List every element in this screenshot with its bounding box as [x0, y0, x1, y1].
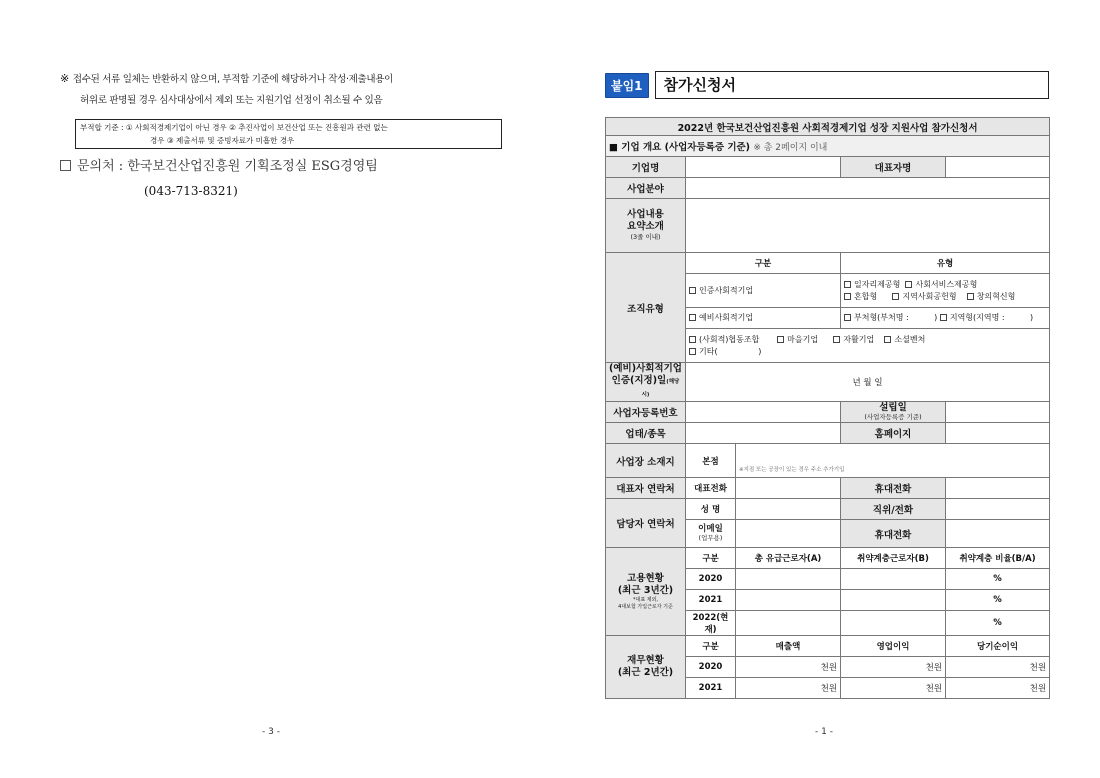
biz-reg-no-label: 사업자등록번호	[606, 402, 686, 423]
ceo-phone-field[interactable]	[736, 478, 841, 499]
contact-text: 문의처 : 한국보건산업진흥원 기획조정실 ESG경영팀	[77, 159, 378, 174]
title-bar	[605, 71, 1049, 99]
opt-region-label: 지역형(지역명 :	[949, 313, 1005, 322]
right-page	[605, 71, 1049, 699]
org-type-label: 조직유형	[606, 253, 686, 363]
manager-mobile-label: 휴대전화	[841, 520, 946, 548]
form-title: 참가신청서	[655, 71, 1049, 99]
manager-name-label: 성 명	[686, 499, 736, 520]
opt-other-label: 기타(	[699, 346, 718, 356]
emp-col-3: 취약계층 비율(B/A)	[946, 548, 1050, 569]
ineligible-line1: 부적합 기준 : ① 사회적경제기업이 아닌 경우 ② 추진사업이 보건산업 또는 진흥원과 관련 없는	[80, 123, 388, 132]
ineligible-line2: 경우 ③ 제출서류 및 증빙자료가 미흡한 경우	[150, 136, 295, 145]
ceo-mobile-field[interactable]	[946, 478, 1050, 499]
fin-col-0: 구분	[686, 636, 736, 657]
opt-village-label: 마을기업	[787, 334, 819, 344]
ceo-contact-label: 대표자 연락처	[606, 478, 686, 499]
ceo-name-field[interactable]	[946, 157, 1050, 178]
left-page	[60, 68, 510, 198]
certified-subtypes	[841, 274, 1050, 308]
section-note: ※ 총 2페이지 이내	[753, 143, 828, 153]
finance-label: 재무현황 (최근 2년간)	[606, 636, 686, 699]
right-page-number: - 1 -	[815, 727, 833, 737]
employment-label	[606, 548, 686, 636]
cert-date-label-text: (예비)사회적기업 인증(지정)일	[609, 363, 682, 386]
left-page-number: - 3 -	[262, 727, 280, 737]
checkbox-icon[interactable]	[689, 336, 696, 343]
emp-col-2: 취약계층근로자(B)	[841, 548, 946, 569]
contact-phone: (043-713-8321)	[144, 184, 238, 198]
opt-social-service-label: 사회서비스제공형	[915, 279, 978, 289]
manager-mobile-field[interactable]	[946, 520, 1050, 548]
opt-creative-label: 창의혁신형	[976, 291, 1016, 301]
checkbox-icon[interactable]	[884, 336, 891, 343]
checkbox-icon[interactable]	[844, 314, 851, 321]
checkbox-icon[interactable]	[689, 348, 696, 355]
notice-line1: 접수된 서류 일체는 반환하지 않으며, 부적합 기준에 해당하거나 작성·제출내용이	[72, 74, 394, 85]
opt-mixed-label: 혼합형	[854, 291, 878, 301]
revenue-field[interactable]: 천원	[736, 678, 841, 699]
company-name-label: 기업명	[606, 157, 686, 178]
checkbox-icon	[60, 160, 71, 171]
opt-prelim[interactable]	[686, 308, 841, 329]
established-field[interactable]	[946, 402, 1050, 423]
business-field-input[interactable]	[686, 178, 1050, 199]
application-form-table	[605, 117, 1050, 699]
fin-row-2021: 2021	[686, 678, 736, 699]
emp-col-0: 구분	[686, 548, 736, 569]
checkbox-icon[interactable]	[905, 281, 912, 288]
address-note: ※지점 또는 공장이 있는 경우 주소 추가기입	[739, 467, 845, 473]
prelim-subtypes	[841, 308, 1050, 329]
emp-ratio-field[interactable]: %	[946, 590, 1050, 611]
fin-row-2020: 2020	[686, 657, 736, 678]
fin-col-1: 매출액	[736, 636, 841, 657]
contact-line	[60, 155, 510, 174]
checkbox-icon[interactable]	[689, 314, 696, 321]
attachment-badge: 붙임1	[605, 73, 649, 98]
operating-income-field[interactable]: 천원	[841, 678, 946, 699]
ceo-name-label: 대표자명	[841, 157, 946, 178]
opt-selfsupport-label: 자활기업	[843, 334, 875, 344]
operating-income-field[interactable]: 천원	[841, 657, 946, 678]
opt-coop-label: (사회적)협동조합	[699, 334, 760, 344]
emp-total-field[interactable]	[736, 611, 841, 636]
section-title: ■ 기업 개요 (사업자등록증 기준)	[609, 142, 751, 153]
emp-vulnerable-field[interactable]	[841, 611, 946, 636]
fin-col-3: 당기순이익	[946, 636, 1050, 657]
address-field[interactable]	[736, 444, 1050, 478]
summary-field[interactable]	[686, 199, 1050, 253]
established-label-text: 설립일	[879, 401, 907, 413]
emp-ratio-field[interactable]: %	[946, 569, 1050, 590]
checkbox-icon[interactable]	[777, 336, 784, 343]
notice	[60, 68, 510, 111]
checkbox-icon[interactable]	[844, 281, 851, 288]
email-label-sub: (업무용)	[698, 534, 723, 542]
emp-row-2022: 2022(현재)	[686, 611, 736, 636]
checkbox-icon[interactable]	[892, 293, 899, 300]
emp-total-field[interactable]	[736, 590, 841, 611]
manager-contact-label: 담당자 연락처	[606, 499, 686, 548]
cert-date-field[interactable]: 년 월 일	[686, 363, 1050, 402]
notice-line2: 허위로 판명될 경우 심사대상에서 제외 또는 지원기업 선정이 취소될 수 있음	[80, 95, 383, 106]
employment-note: *대표 제외, 4대보험 가입근로자 기준	[618, 596, 673, 610]
summary-label	[606, 199, 686, 253]
manager-position-field[interactable]	[946, 499, 1050, 520]
homepage-field[interactable]	[946, 423, 1050, 444]
business-field-label: 사업분야	[606, 178, 686, 199]
opt-local-label: 지역사회공헌형	[902, 291, 957, 301]
opt-prelim-label: 예비사회적기업	[699, 313, 754, 322]
checkbox-icon[interactable]	[833, 336, 840, 343]
section-header	[606, 136, 1050, 157]
email-label-text: 이메일	[698, 524, 723, 534]
checkbox-icon[interactable]	[844, 293, 851, 300]
emp-col-1: 총 유급근로자(A)	[736, 548, 841, 569]
industry-label: 업태/종목	[606, 423, 686, 444]
summary-label-sub: (3줄 이내)	[630, 233, 661, 241]
net-income-field[interactable]: 천원	[946, 657, 1050, 678]
hq-label: 본점	[686, 444, 736, 478]
checkbox-icon[interactable]	[940, 314, 947, 321]
opt-ministry-label: 부처형(부처명 :	[854, 313, 909, 322]
manager-position-label: 직위/전화	[841, 499, 946, 520]
opt-ministry-end: )	[934, 313, 938, 322]
ceo-phone-label: 대표전화	[686, 478, 736, 499]
notice-mark: ※	[60, 72, 69, 85]
form-header: 2022년 한국보건산업진흥원 사회적경제기업 성장 지원사업 참가신청서	[606, 118, 1050, 136]
established-label-sub: (사업자등록증 기준)	[864, 412, 922, 421]
manager-email-field[interactable]	[736, 520, 841, 548]
emp-total-field[interactable]	[736, 569, 841, 590]
ceo-mobile-label: 휴대전화	[841, 478, 946, 499]
cert-date-label	[606, 363, 686, 402]
opt-venture-label: 소셜벤처	[894, 334, 926, 344]
cert-date-label-sub: (해당시)	[641, 379, 680, 398]
manager-email-label	[686, 520, 736, 548]
homepage-label: 홈페이지	[841, 423, 946, 444]
address-label: 사업장 소재지	[606, 444, 686, 478]
checkbox-icon[interactable]	[689, 287, 696, 294]
manager-name-field[interactable]	[736, 499, 841, 520]
opt-certified[interactable]	[686, 274, 841, 308]
org-col-category: 구분	[686, 253, 841, 274]
emp-row-2021: 2021	[686, 590, 736, 611]
industry-field[interactable]	[686, 423, 841, 444]
company-name-field[interactable]	[686, 157, 841, 178]
emp-vulnerable-field[interactable]	[841, 569, 946, 590]
opt-other-end: )	[758, 346, 762, 356]
opt-certified-label: 인증사회적기업	[699, 285, 754, 295]
opt-region-end: )	[1030, 313, 1034, 322]
fin-col-2: 영업이익	[841, 636, 946, 657]
emp-ratio-field[interactable]: %	[946, 611, 1050, 636]
established-label	[841, 402, 946, 423]
checkbox-icon[interactable]	[967, 293, 974, 300]
biz-reg-no-field[interactable]	[686, 402, 841, 423]
revenue-field[interactable]: 천원	[736, 657, 841, 678]
emp-row-2020: 2020	[686, 569, 736, 590]
net-income-field[interactable]: 천원	[946, 678, 1050, 699]
org-col-type: 유형	[841, 253, 1050, 274]
other-org-types	[686, 329, 1050, 363]
summary-label-text: 사업내용 요약소개	[627, 209, 664, 232]
employment-label-text: 고용현황 (최근 3년간)	[617, 572, 674, 596]
ineligible-criteria-box	[75, 119, 502, 149]
emp-vulnerable-field[interactable]	[841, 590, 946, 611]
opt-job-label: 일자리제공형	[854, 279, 901, 289]
